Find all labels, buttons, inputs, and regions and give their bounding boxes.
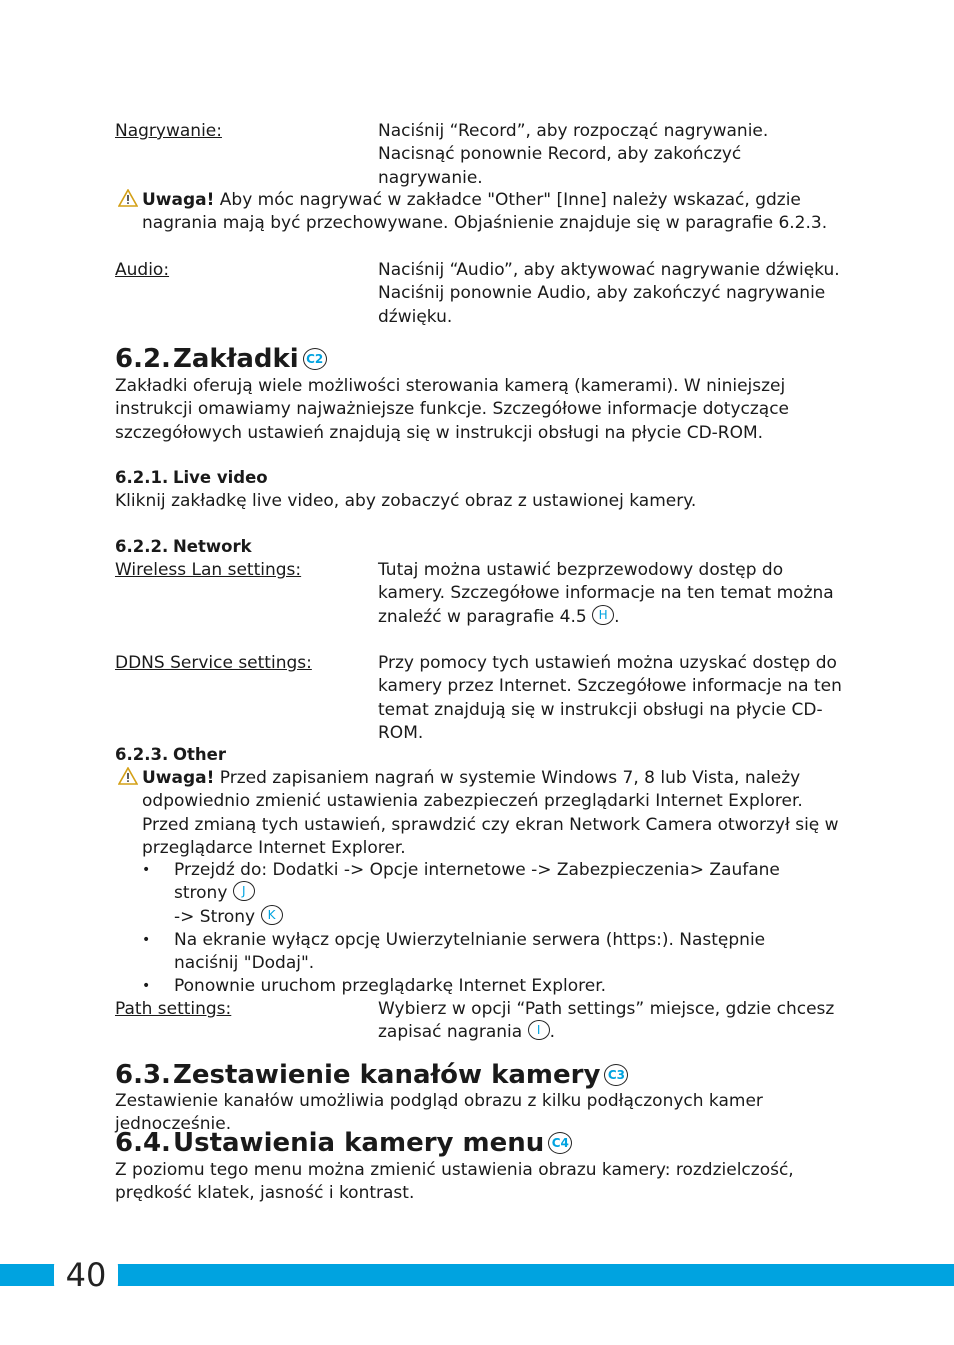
subsection-title: Other [173, 745, 226, 764]
section-title: Zestawienie kanałów kamery [173, 1060, 601, 1090]
recording-label: Nagrywanie: [115, 121, 222, 141]
section-6-3-body: Zestawienie kanałów umożliwia podgląd obrazu z kilku podłączonych kamer jednocześnie. [115, 1091, 763, 1135]
warning-bold: Uwaga! [142, 190, 215, 210]
k-badge-icon: K [261, 905, 283, 925]
section-number: 6.4. [115, 1128, 171, 1158]
subsection-heading-6-2-2 [115, 536, 252, 558]
instruction-list [142, 859, 832, 999]
list-item: • Na ekranie wyłącz opcję Uwierzytelnianie serwera (https:). Następnie naciśnij "Dodaj". [142, 929, 832, 976]
path-label: Path settings: [115, 999, 232, 1019]
warning-text: Aby móc nagrywać w zakładce "Other" [Inne] należy wskazać, gdzie nagrania mają być przechowywane. Objaśnienie znajduje się w paragrafie 6.2.3. [142, 190, 828, 234]
live-video-text: Kliknij zakładkę live video, aby zobaczyć obraz z ustawionej kamery. [115, 491, 697, 511]
i-badge-icon: I [528, 1020, 550, 1040]
section-number: 6.2. [115, 344, 171, 374]
subsection-title: Live video [173, 468, 268, 487]
ddns-label: DDNS Service settings: [115, 653, 312, 673]
wireless-text-body: Tutaj można ustawić bezprzewodowy dostęp do kamery. Szczegółowe informacje na ten temat można znaleźć w paragrafie 4.5 [378, 560, 834, 627]
ddns-text: Przy pomocy tych ustawień można uzyskać dostęp do kamery przez Internet. Szczegółowe informacje na ten temat znajdują się w instrukcji obsługi na płycie CD-ROM. [378, 653, 842, 743]
audio-text: Naciśnij “Audio”, aby aktywować nagrywanie dźwięku. Naciśnij ponownie Audio, aby zakończyć nagrywanie dźwięku. [378, 260, 840, 327]
section-title: Ustawienia kamery menu [173, 1128, 545, 1158]
subsection-heading-6-2-3 [115, 744, 226, 766]
footer-bar [0, 1264, 954, 1286]
j-badge-icon: J [233, 881, 255, 901]
wireless-text-end: . [614, 606, 620, 627]
section-6-4-body: Z poziomu tego menu można zmienić ustawienia obrazu kamery: rozdzielczość, prędkość klatek, jasność i kontrast. [115, 1160, 794, 1204]
warning-icon [118, 767, 138, 785]
recording-text: Naciśnij “Record”, aby rozpocząć nagrywanie. Nacisnąć ponownie Record, aby zakończyć nagrywanie. [378, 121, 769, 188]
h-badge-icon: H [592, 605, 614, 625]
audio-label: Audio: [115, 260, 170, 280]
subsection-number: 6.2.1. [115, 468, 169, 487]
c4-badge-icon: C4 [548, 1132, 572, 1154]
subsection-title: Network [173, 537, 252, 556]
section-number: 6.3. [115, 1060, 171, 1090]
path-text-end: . [549, 1022, 555, 1043]
subsection-heading-6-2-1 [115, 467, 268, 489]
warning-text: Przed zapisaniem nagrań w systemie Windows 7, 8 lub Vista, należy odpowiednio zmienić ustawienia zabezpieczeń przeglądarki Internet Explorer. [142, 768, 803, 812]
section-heading-6-2 [115, 344, 327, 374]
list-item-text: Przejdź do: Dodatki -> Opcje internetowe -> Zabezpieczenia> Zaufane strony [174, 860, 780, 904]
list-item: • Ponownie uruchom przeglądarkę Internet Explorer. [142, 975, 832, 998]
c3-badge-icon: C3 [604, 1064, 628, 1086]
other-warning-note [142, 767, 842, 860]
list-item-text: -> Strony [174, 906, 256, 927]
path-text [378, 998, 848, 1045]
warning-icon [118, 189, 138, 207]
section-heading-6-3 [115, 1060, 628, 1090]
path-text-body: Wybierz w opcji “Path settings” miejsce, gdzie chcesz zapisać nagrania [378, 999, 835, 1043]
wireless-text [378, 559, 848, 629]
page-number: 40 [54, 1256, 118, 1294]
list-item [142, 859, 832, 929]
c2-badge-icon: C2 [303, 348, 327, 370]
section-heading-6-4 [115, 1128, 572, 1158]
section-title: Zakładki [173, 344, 299, 374]
warning-text-2: Przed zmianą tych ustawień, sprawdzić czy ekran Network Camera otworzył się w przeglądarce Internet Explorer. [142, 814, 839, 858]
warning-bold: Uwaga! [142, 768, 215, 788]
section-6-2-body: Zakładki oferują wiele możliwości sterowania kamerą (kamerami). W niniejszej instrukcji omawiamy najważniejsze funkcje. Szczegółowe informacje dotyczące szczegółowych ustawień znajdują się w instrukcji obsługi na płycie CD-ROM. [115, 376, 789, 443]
warning-note [142, 189, 842, 236]
wireless-label: Wireless Lan settings: [115, 560, 302, 580]
subsection-number: 6.2.3. [115, 745, 169, 764]
subsection-number: 6.2.2. [115, 537, 169, 556]
